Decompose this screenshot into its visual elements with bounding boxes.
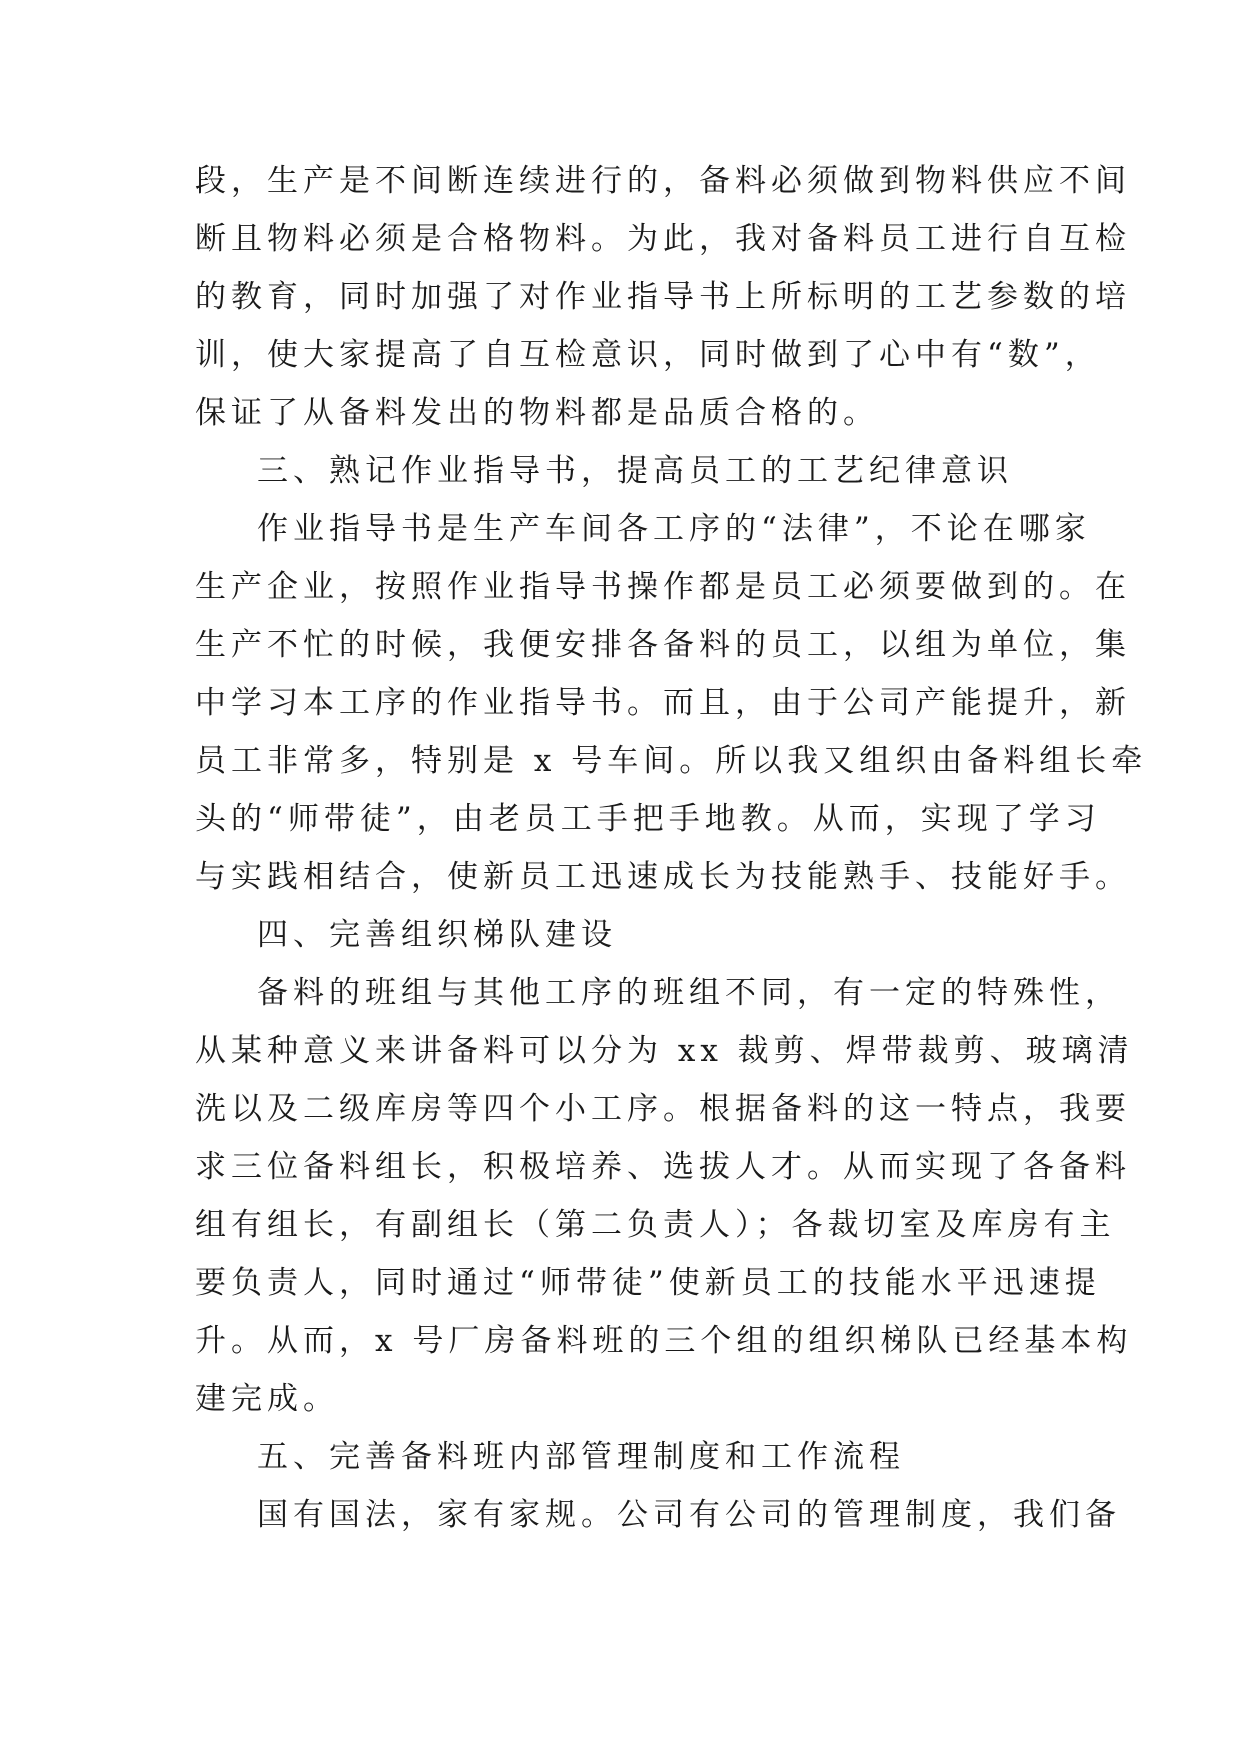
text-line: 生产不忙的时候，我便安排各备料的员工，以组为单位，集 (195, 627, 1131, 663)
text-line: 建完成。 (195, 1381, 339, 1417)
text-line: 训，使大家提高了自互检意识，同时做到了心中有“数”， (195, 337, 1101, 373)
text-line: 段，生产是不间断连续进行的，备料必须做到物料供应不间 (195, 163, 1131, 199)
text-line: 保证了从备料发出的物料都是品质合格的。 (195, 395, 879, 431)
text-line: 作业指导书是生产车间各工序的“法律”，不论在哪家 (257, 511, 1091, 547)
text-line: 的教育，同时加强了对作业指导书上所标明的工艺参数的培 (195, 279, 1131, 315)
text-line: 头的“师带徒”，由老员工手把手地教。从而，实现了学习 (195, 801, 1101, 837)
text-line: 国有国法，家有家规。公司有公司的管理制度，我们备 (257, 1497, 1121, 1533)
text-line: 洗以及二级库房等四个小工序。根据备料的这一特点，我要 (195, 1091, 1131, 1127)
text-line: 断且物料必须是合格物料。为此，我对备料员工进行自互检 (195, 221, 1131, 257)
text-line: 升。从而，x 号厂房备料班的三个组的组织梯队已经基本构 (195, 1323, 1133, 1359)
text-line: 员工非常多，特别是 x 号车间。所以我又组织由备料组长牵 (195, 743, 1148, 779)
text-line: 生产企业，按照作业指导书操作都是员工必须要做到的。在 (195, 569, 1131, 605)
text-line: 组有组长，有副组长（第二负责人）；各裁切室及库房有主 (195, 1207, 1116, 1243)
section-heading: 三、熟记作业指导书，提高员工的工艺纪律意识 (257, 453, 1013, 489)
text-line: 从某种意义来讲备料可以分为 xx 裁剪、焊带裁剪、玻璃清 (195, 1033, 1134, 1069)
text-line: 求三位备料组长，积极培养、选拔人才。从而实现了各备料 (195, 1149, 1131, 1185)
section-heading: 四、完善组织梯队建设 (257, 917, 617, 953)
text-line: 要负责人，同时通过“师带徒”使新员工的技能水平迅速提 (195, 1265, 1101, 1301)
section-heading: 五、完善备料班内部管理制度和工作流程 (257, 1439, 905, 1475)
text-line: 备料的班组与其他工序的班组不同，有一定的特殊性， (257, 975, 1121, 1011)
text-line: 与实践相结合，使新员工迅速成长为技能熟手、技能好手。 (195, 859, 1131, 895)
text-line: 中学习本工序的作业指导书。而且，由于公司产能提升，新 (195, 685, 1131, 721)
